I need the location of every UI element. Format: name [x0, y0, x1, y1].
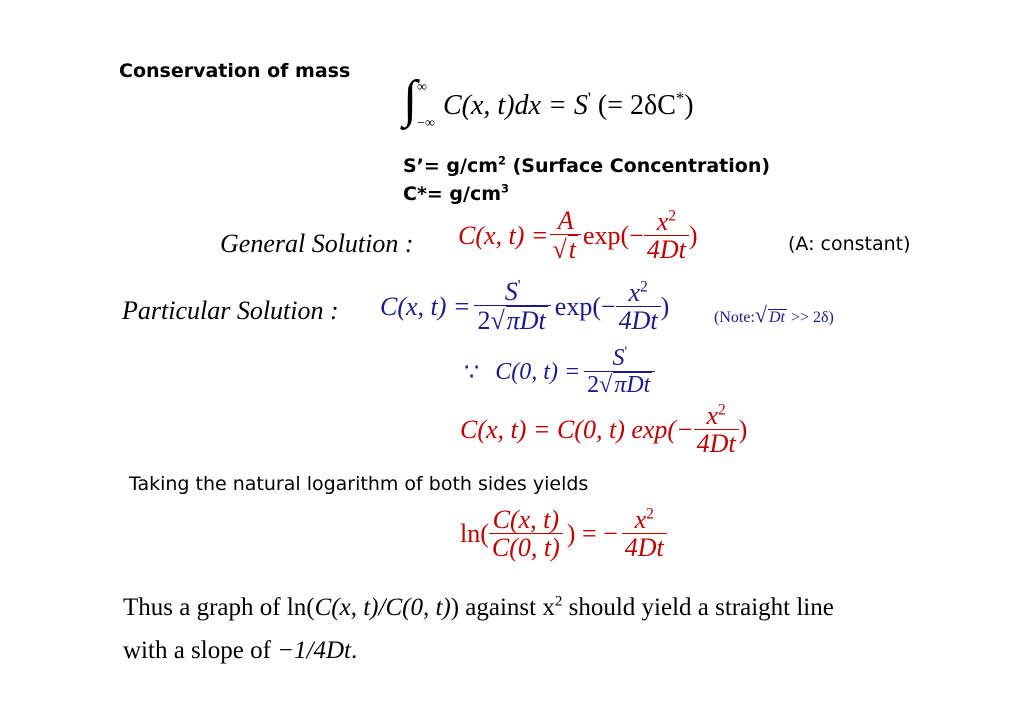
conclusion-line-2: with a slope of −1/4Dt.	[123, 637, 358, 664]
general-exp-fraction: $\frac{x^2}{4Dt}$	[644, 208, 689, 265]
relation-equation: C(x, t) = C(0, t) exp(− $\frac{x^2}{4Dt}$ )	[460, 401, 748, 459]
general-exp: exp(−	[582, 220, 644, 250]
particular-lhs: C(x, t) =	[380, 291, 471, 321]
particular-solution-equation: C(x, t) = $\frac{S'}{\text{2√πDt}}$ exp(− $\frac{x^2}{4Dt}$ )	[380, 277, 670, 336]
integrand: C(x, t)dx = S' (= 2δC*)	[443, 88, 694, 121]
integral-sign: ∫	[403, 71, 418, 128]
section-title: Conservation of mass	[119, 60, 351, 82]
c0-lhs: C(0, t) =	[495, 358, 581, 385]
particular-solution-label: Particular Solution :	[122, 296, 339, 325]
definition-s-prime: S’= $g/cm^2$ (Surface Concentration)	[403, 153, 771, 177]
general-solution-label: General Solution :	[220, 229, 414, 258]
log-fraction: $\frac{C(x, t)}{C(0, t)}$	[489, 506, 563, 563]
particular-solution-note: (Note:√ Dt >> 2δ)	[714, 302, 834, 327]
particular-fraction: $\frac{S'}{\text{2√πDt}}$	[474, 278, 550, 336]
definition-c-star: $C*= g/cm^3$	[403, 181, 509, 205]
particular-exp-fraction: $\frac{x^2}{4Dt}$	[616, 279, 661, 336]
log-equation: ln( $\frac{C(x, t)}{C(0, t)}$ ) = − $\frac{x^2}{4Dt}$	[460, 506, 667, 563]
because-symbol: ∵	[464, 359, 480, 386]
conclusion-line-1: Thus a graph of ln(C(x, t)/C(0, t)) against $x^2$ should yield a straight line	[123, 593, 834, 621]
c0-equation	[464, 346, 655, 399]
particular-exp: exp(−	[554, 291, 616, 321]
general-lhs: C(x, t) =	[458, 220, 549, 250]
relation-exp-fraction: $\frac{x^2}{4Dt}$	[694, 402, 739, 459]
log-rhs-fraction: $\frac{x^2}{4Dt}$	[622, 506, 667, 563]
c0-fraction: $\frac{S'}{\text{2√πDt}}$	[584, 346, 655, 399]
integral-upper-limit: ∞	[417, 80, 427, 95]
integral-lower-limit: −∞	[417, 116, 435, 131]
general-solution-note: (A: constant)	[788, 233, 911, 255]
general-fraction: $\frac{A}{√t}$	[550, 207, 581, 265]
log-intro-text: Taking the natural logarithm of both sides yields	[129, 473, 589, 495]
general-solution-equation: C(x, t) = $\frac{A}{√t}$ exp(− $\frac{x^2}{4Dt}$ )	[458, 206, 698, 265]
